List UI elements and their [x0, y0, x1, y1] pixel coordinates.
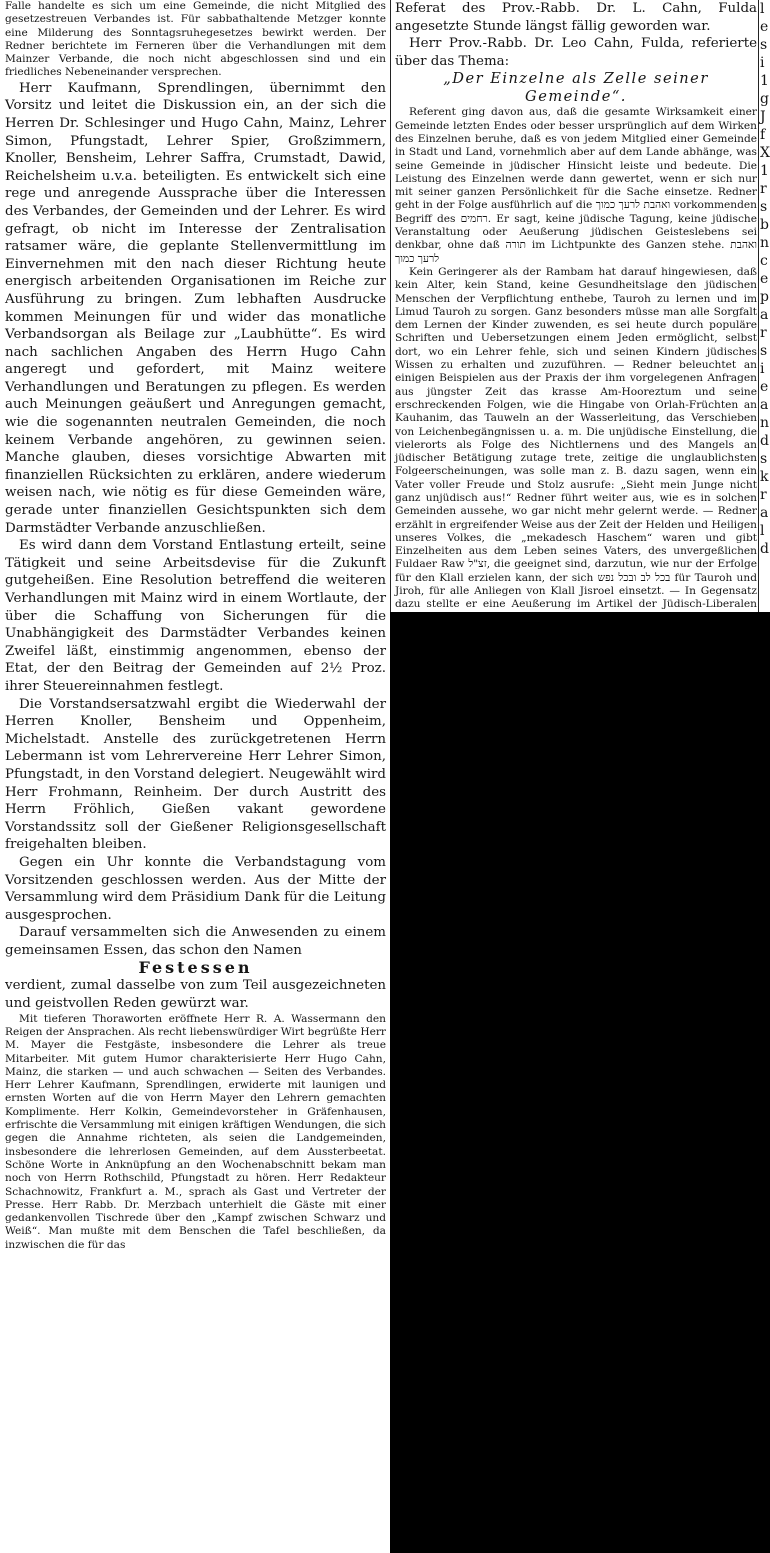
paragraph: Referat des Prov.-Rabb. Dr. L. Cahn, Fulda angesetzte Stunde längst fällig geworden war. — [395, 1, 757, 34]
black-redaction-block — [390, 612, 770, 1553]
lecture-title: „Der Einzelne als Zelle seiner Gemeinde“. — [443, 70, 709, 106]
margin-char: b — [760, 217, 769, 233]
margin-char: e — [760, 19, 769, 35]
margin-char: l — [760, 523, 765, 539]
section-heading: Festessen — [138, 958, 253, 978]
margin-char: 1 — [760, 163, 769, 179]
margin-char: p — [760, 289, 769, 305]
paragraph: Darauf versammelten sich die Anwesenden zu einem gemeinsamen Essen, das schon den Namen — [5, 925, 386, 958]
left-column — [5, 0, 386, 1252]
margin-char: d — [760, 433, 769, 449]
margin-char: d — [760, 541, 769, 557]
margin-char: l — [760, 1, 765, 17]
paragraph: Kein Geringerer als der Rambam hat darauf hingewiesen, daß kein Alter, kein Stand, keine Gesundheitslage den jüdischen Menschen der Verpflichtung enthebe, Tauroh zu lernen und im Limud Tauroh zu sorgen. Ganz besonders müsse man alle Sorgfalt dem Lernen der Kinder zuwenden, es sei heute durch populäre Schriften und Uebersetzungen einem Jeden ermöglicht, selbst dort, wo ein Lehrer fehle, sich und seinen Kindern jüdisches Wissen zu erhalten und zuzuführen. — Redner beleuchtet an einigen Beispielen aus der Praxis der ihm vorgelegenen Anfragen aus jüngster Zeit das krasse Am-Hooreztum und seine erschreckenden Folgen, wie die Hingabe von Orlah-Früchten an Kauhanim, das Tauweln an der Wasserleitung, das Verschieben von Leichenbegängnissen u. a. m. Die unjüdische Einstellung, die vielerorts als Folge des Nichtlernens und des Mangels an jüdischer Betätigung zutage trete, zeitige die unglaublichsten Folgeerscheinungen, was solle man z. B. dazu sagen, wenn ein Vater voller Freude und Stolz ausrufe: „Sieht mein Junge nicht ganz unjüdisch aus!“ Redner führt weiter aus, wie es in solchen Gemeinden aussehe, wo gar nicht mehr gelernt werde. — Redner erzählt in ergreifender Weise aus der Zeit der Helden und Heiligen unseres Volkes, die „mekadesch Haschem“ waren und gibt Einzelheiten aus dem Leben seines Vaters, des unvergeßlichen Fuldaer Raw זצ"ל, die geeignet sind, darzutun, wie nur der Erfolge für den Klall erzielen kann, der sich בכל לב ובכל נפש für Tauroh und Jiroh, für alle Anliegen von Klall Jisroel einsetzt. — In Gegensatz dazu stellte er eine Aeußerung im Artikel der Jüdisch-Liberalen — [395, 265, 757, 611]
margin-char: a — [760, 307, 769, 323]
margin-char: r — [760, 181, 767, 197]
margin-char: c — [760, 253, 768, 269]
margin-char: n — [760, 235, 770, 251]
margin-char: s — [760, 451, 768, 467]
margin-char: s — [760, 343, 768, 359]
margin-char: f — [760, 127, 766, 143]
paragraph: verdient, zumal dasselbe von zum Teil ausgezeichneten und geistvollen Reden gewürzt war. — [5, 978, 386, 1012]
margin-char: i — [760, 361, 765, 377]
paragraph: Mit tieferen Thoraworten eröffnete Herr R. A. Wassermann den Reigen der Ansprachen. Als recht liebenswürdiger Wirt begrüßte Herr M. Mayer die Festgäste, insbesondere die Lehrer als treue Mitarbeiter. Mit gutem Humor charakterisierte Herr Hugo Cahn, Mainz, die starken — und auch schwachen — Seiten des Verbandes. Herr Lehrer Kaufmann, Sprendlingen, erwiderte mit launigen und ernsten Worten auf die von Herrn Mayer den Lehrern gemachten Komplimente. Herr Kolkin, Gemeindevorsteher in Gräfenhausen, erfrischte die Versammlung mit einigen kräftigen Wendungen, die sich gegen die Annahme richteten, als seien die Landgemeinden, insbesondere die lehrerlosen Gemeinden, auf dem Aussterbeetat. Schöne Worte in Anknüpfung an den Wochenabschnitt bekam man noch von Herrn Rothschild, Pfungstadt zu hören. Herr Redakteur Schachnowitz, Frankfurt a. M., sprach als Gast und Vertreter der Presse. Herr Rabb. Dr. Merzbach unterhielt die Gäste mit einer gedankenvollen Tischrede über den „Kampf zwischen Schwarz und Weiß“. Man mußte mit dem Benschen die Tafel beschließen, da inzwischen die für das — [5, 1012, 386, 1251]
margin-char: e — [760, 379, 769, 395]
margin-char: i — [760, 55, 765, 71]
margin-char: a — [760, 397, 769, 413]
margin-char: s — [760, 37, 768, 53]
paragraph: Gegen ein Uhr konnte die Verbandstagung vom Vorsitzenden geschlossen werden. Aus der Mitte der Versammlung wird dem Präsidium Dank für die Leitung ausgesprochen. — [5, 854, 386, 923]
margin-char: r — [760, 325, 767, 341]
margin-char: 1 — [760, 73, 769, 89]
right-column-fragment — [760, 0, 770, 558]
margin-char: X — [760, 145, 770, 161]
margin-char: a — [760, 505, 769, 521]
margin-char: k — [760, 469, 769, 485]
paragraph: Herr Kaufmann, Sprendlingen, übernimmt den Vorsitz und leitet die Diskussion ein, an der sich die Herren Dr. Schlesinger und Hugo Cahn, Mainz, Lehrer Simon, Pfungstadt, Lehrer Spier, Großzimmern, Knoller, Bensheim, Lehrer Saffra, Crumstadt, Dawid, Reichelsheim u.v.a. beteiligten. Es entwickelt sich eine rege und anregende Aussprache über die Interessen des Verbandes, der Gemeinden und der Lehrer. Es wird gefragt, ob nicht im Interesse der Zentralisation ratsamer wäre, die geplante Stellenvermittlung im Einvernehmen mit den nach dieser Richtung heute energisch arbeitenden Organisationen im Reiche zur Ausführung zu bringen. Zum lebhaften Ausdrucke kommen Meinungen für und wider das monatliche Verbandsorgan als Beilage zur „Laubhütte“. Es wird nach sachlichen Angaben des Herrn Hugo Cahn angeregt und gefordert, mit Mainz weitere Verhandlungen und Beratungen zu pflegen. Es werden auch Meinungen geäußert und Anregungen gemacht, wie die sogenannten neutralen Gemeinden, die noch keinem Verbande angehören, zu gewinnen seien. Manche glauben, dieses vorsichtige Abwarten mit finanziellen Rücksichten zu erklären, andere wiederum weisen nach, wie nötig es für diese Gemeinden wäre, gerade unter finanziellen Gesichtspunkten sich dem Darmstädter Verbande anzuschließen. — [5, 80, 386, 536]
margin-char: J — [760, 109, 766, 125]
paragraph: Referent ging davon aus, daß die gesamte Wirksamkeit einer Gemeinde letzten Endes oder besser ursprünglich auf dem Wirken des Einzelnen beruhe, daß es von jedem Mitglied einer Gemeinde in Stadt und Land, vornehmlich aber auf dem Lande abhänge, was seine Gemeinde in jüdischer Hinsicht leiste und bedeute. Die Leistung des Einzelnen werde dann gewertet, wenn er sich nur mit seiner ganzen Persönlichkeit für die Sache einsetze. Redner geht in der Folge ausführlich auf die ואהבת לרעך כמוך vorkommenden Begriff des רחמים. Er sagt, keine jüdische Tagung, keine jüdische Veranstaltung oder Aeußerung jüdischen Geisteslebens sei denkbar, ohne daß תורה im Lichtpunkte des Ganzen stehe. ואהבת לרעך כמוך — [395, 106, 757, 265]
paragraph: Herr Prov.-Rabb. Dr. Leo Cahn, Fulda, referierte über das Thema: — [395, 36, 757, 69]
paragraph: Falle handelte es sich um eine Gemeinde, die nicht Mitglied des gesetzestreuen Verbandes ist. Für sabbathaltende Metzger konnte eine Milderung des Sonntagsruhegesetzes bewirkt werden. Der Redner berichtete im Ferneren über die Verhandlungen mit dem Mainzer Verbande, die noch nicht abgeschlossen sind und ein friedliches Nebeneinander versprechen. — [5, 0, 386, 79]
paragraph: Es wird dann dem Vorstand Entlastung erteilt, seine Tätigkeit und seine Arbeitsdevise für die Zukunft gutgeheißen. Eine Resolution betreffend die weiteren Verhandlungen mit Mainz wird in einem Wortlaute, der über die Schaffung von Sicherungen für die Unabhängigkeit des Darmstädter Verbandes keinen Zweifel läßt, einstimmig angenommen, ebenso der Etat, der den Beitrag der Gemeinden auf 2½ Proz. ihrer Steuereinnahmen festlegt. — [5, 538, 386, 694]
margin-char: e — [760, 271, 769, 287]
margin-char: s — [760, 199, 768, 215]
paragraph: Die Vorstandsersatzwahl ergibt die Wiederwahl der Herren Knoller, Bensheim und Oppenheim, Michelstadt. Anstelle des zurückgetretenen Herrn Lebermann ist vom Lehrervereine Herr Lehrer Simon, Pfungstadt, in den Vorstand delegiert. Neugewählt wird Herr Frohmann, Reinheim. Der durch Austritt des Herrn Fröhlich, Gießen vakant gewordene Vorstandssitz soll der Gießener Religionsgesellschaft freigehalten bleiben. — [5, 696, 386, 853]
margin-char: n — [760, 415, 770, 431]
margin-char: g — [760, 91, 769, 107]
margin-char: r — [760, 487, 767, 503]
